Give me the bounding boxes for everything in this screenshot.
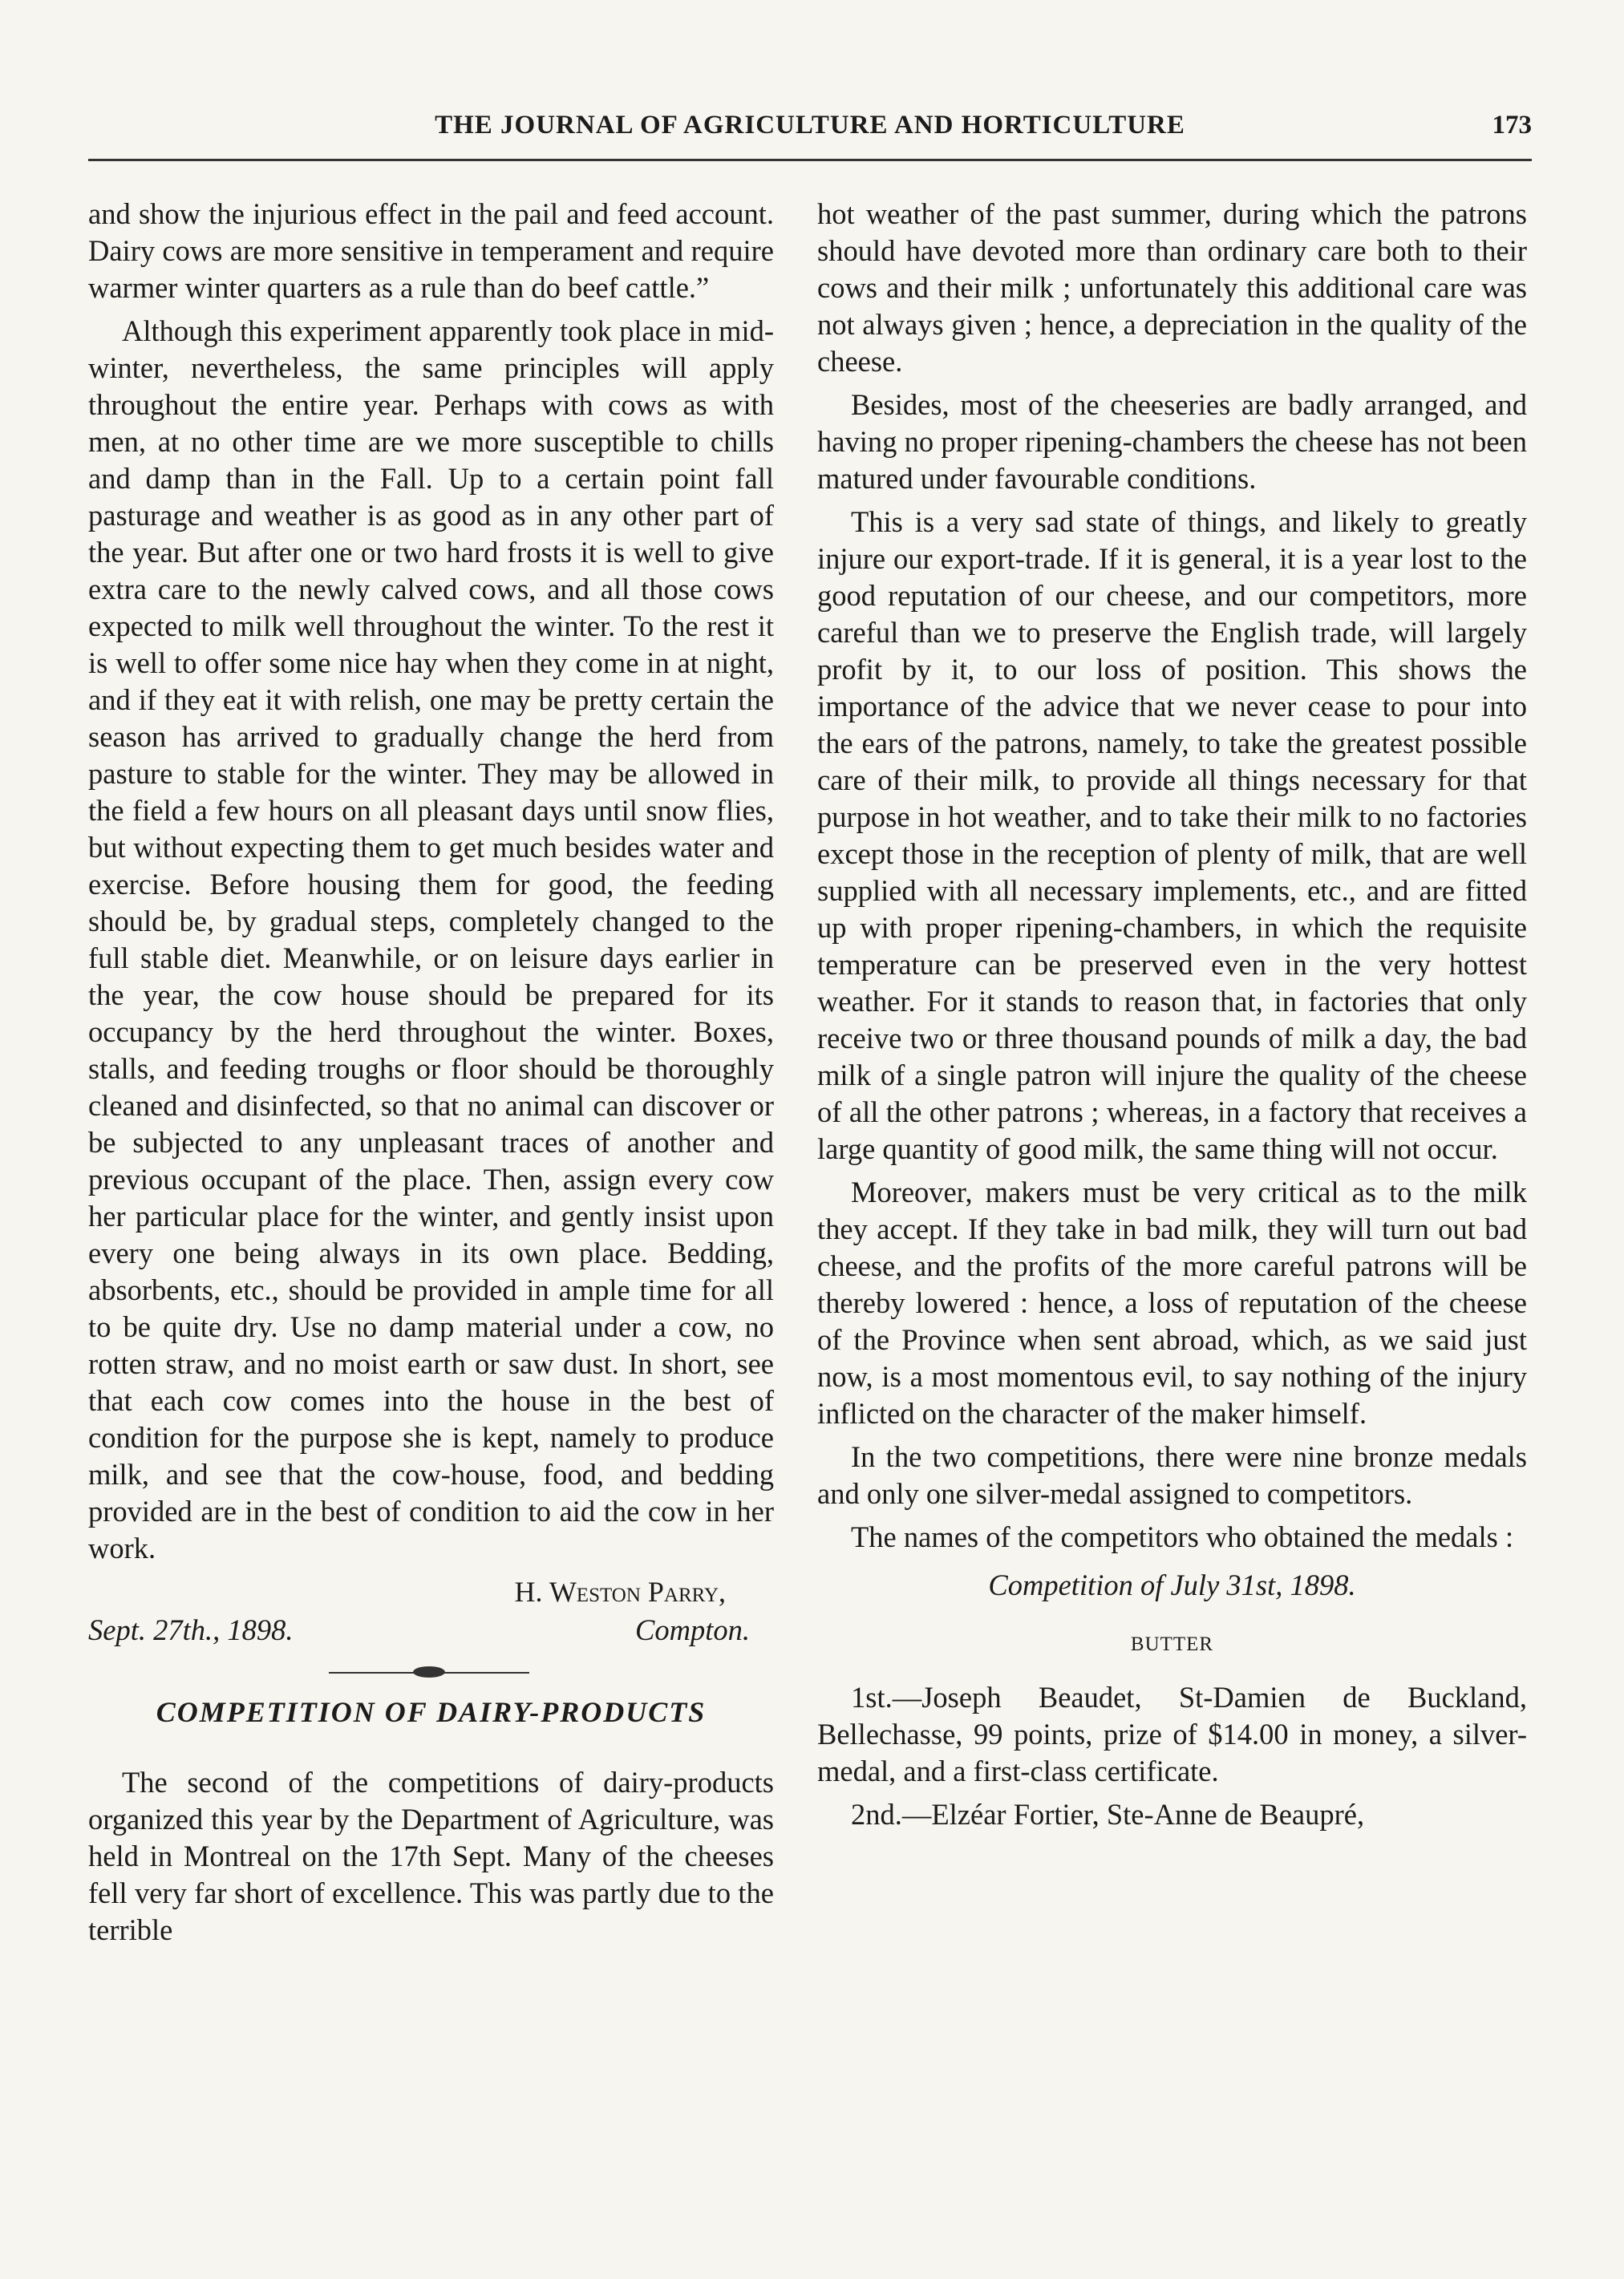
signature-date: Sept. 27th., 1898. (88, 1613, 294, 1646)
page-number: 173 (1492, 111, 1532, 140)
paragraph: The names of the competitors who obtained the medals : (851, 1520, 1514, 1553)
signature-name-text: H. Weston Parry, (514, 1576, 726, 1608)
competition-title: Competition of July 31st, 1898. (988, 1569, 1356, 1601)
separator-dot (413, 1666, 445, 1678)
section-separator-ornament (88, 1663, 774, 1682)
left-column (88, 196, 774, 1955)
running-head: THE JOURNAL OF AGRICULTURE AND HORTICULTURE (435, 111, 1185, 140)
paragraph: The second of the competitions of dairy-products organized this year by the Department of Agriculture, was held in Montreal on the 17th Sept. Many of the cheeses fell very far short of excellence. This was partly due to the terrible (88, 1766, 774, 1946)
paragraph: and show the injurious effect in the pail and feed account. Dairy cows are more sensitive in temperament and require warmer winter quarters as a rule than do beef cattle.” (88, 197, 774, 304)
butter-heading: BUTTER (1130, 1633, 1214, 1655)
paragraph: This is a very sad state of things, and likely to greatly injure our export-trade. If it is general, it is a year lost to the good reputation of our cheese, and our competitors, more careful than we to preserve the English trade, will largely profit by it, to our loss of position. This shows the importance of the advice that we never cease to pour into the ears of the patrons, namely, to take the greatest possible care of their milk, to provide all things necessary for that purpose in hot weather, and to take their milk to no factories except those in the reception of plenty of milk, that are well supplied with all necessary implements, etc., and are fitted up with proper ripening-chambers, in which the requisite temperature can be preserved even in the very hottest weather. For it stands to reason that, in factories that only receive two or three thousand pounds of milk a day, the bad milk of a single patron will injure the quality of the cheese of all the other patrons ; whereas, in a factory that receives a large quantity of good milk, the same thing will not occur. (817, 505, 1527, 1165)
signature-place: Compton. (635, 1613, 750, 1646)
paragraph: Besides, most of the cheeseries are badly arranged, and having no proper ripening-chambers the cheese has not been matured under favourable conditions. (817, 388, 1527, 495)
page-header (88, 111, 1532, 161)
signature-name (88, 1573, 726, 1610)
section-title: COMPETITION OF DAIRY-PRODUCTS (156, 1696, 707, 1728)
right-column (817, 196, 1527, 1840)
signature-line (88, 1612, 750, 1649)
paragraph: In the two competitions, there were nine bronze medals and only one silver-medal assigned to competitors. (817, 1440, 1527, 1510)
paragraph: hot weather of the past summer, during which the patrons should have devoted more than ordinary care both to their cows and their milk ; unfortunately this additional care was not always given ; hence, a depreciation in the quality of the cheese. (817, 197, 1527, 378)
paragraph: 2nd.—Elzéar Fortier, Ste-Anne de Beaupré, (851, 1798, 1365, 1831)
paragraph: 1st.—Joseph Beaudet, St-Damien de Buckland, Bellechasse, 99 points, prize of $14.00 in money, a silver-medal, and a first-class certificate. (817, 1681, 1527, 1787)
paragraph: Although this experiment apparently took place in mid-winter, nevertheless, the same principles will apply throughout the entire year. Perhaps with cows as with men, at no other time are we more susceptible to chills and damp than in the Fall. Up to a certain point fall pasturage and weather is as good as in any other part of the year. But after one or two hard frosts it is well to give extra care to the newly calved cows, and all those cows expected to milk well throughout the winter. To the rest it is well to offer some nice hay when they come in at night, and if they eat it with relish, one may be pretty certain the season has arrived to gradually change the herd from pasture to stable for the winter. They may be allowed in the field a few hours on all pleasant days until snow flies, but without expecting them to get much besides water and exercise. Before housing them for good, the feeding should be, by gradual steps, completely changed to the full stable diet. Meanwhile, or on leisure days earlier in the year, the cow house should be prepared for its occupancy by the herd throughout the winter. Boxes, stalls, and feeding troughs or floor should be thoroughly cleaned and disinfected, so that no animal can discover or be subjected to any unpleasant traces of another and previous occupant of the place. Then, assign every cow her particular place for the winter, and gently insist upon every one being always in its own place. Bedding, absorbents, etc., should be provided in ample time for all to be quite dry. Use no damp material under a cow, no rotten straw, and no moist earth or saw dust. In short, see that each cow comes into the house in the best of condition for the purpose she is kept, namely to produce milk, and see that the cow-house, food, and bedding provided are in the best of condition to aid the cow in her work. (88, 314, 774, 1565)
paragraph: Moreover, makers must be very critical as to the milk they accept. If they take in bad milk, they will turn out bad cheese, and the profits of the more careful patrons will be thereby lowered : hence, a loss of reputation of the cheese of the Province when sent abroad, which, as we said just now, is a most momentous evil, to say nothing of the injury inflicted on the character of the maker himself. (817, 1176, 1527, 1430)
